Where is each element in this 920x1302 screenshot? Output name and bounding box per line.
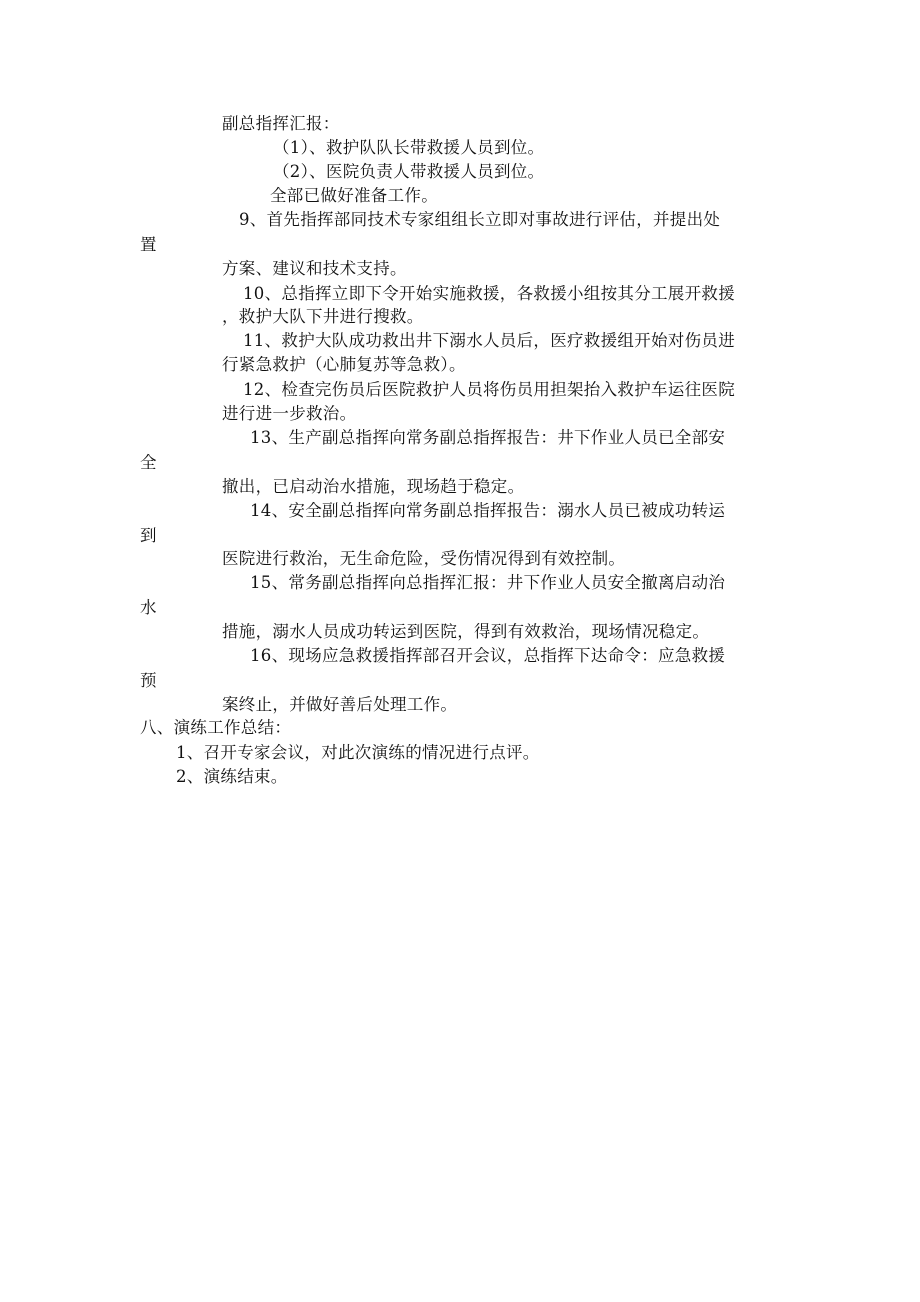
section-heading: 八、演练工作总结：	[140, 718, 292, 737]
text-line: 副总指挥汇报：	[222, 114, 340, 133]
text-line: 2、演练结束。	[176, 767, 288, 786]
text-line: ，救护大队下井进行搜救。	[222, 307, 424, 326]
text-line: 到	[140, 526, 157, 545]
text-line: 10、总指挥立即下令开始实施救援，各救援小组按其分工展开救援	[243, 284, 735, 303]
text-line: 全部已做好准备工作。	[270, 186, 438, 205]
text-line: 方案、建议和技术支持。	[222, 259, 407, 278]
text-line: 13、生产副总指挥向常务副总指挥报告：井下作业人员已全部安	[250, 428, 726, 447]
text-line: 置	[140, 235, 157, 254]
text-line: 行紧急救护（心肺复苏等急救）。	[222, 355, 466, 374]
text-line: 12、检查完伤员后医院救护人员将伤员用担架抬入救护车运往医院	[243, 380, 735, 399]
text-line: 14、安全副总指挥向常务副总指挥报告：溺水人员已被成功转运	[250, 501, 726, 520]
text-line: 撤出，已启动治水措施，现场趋于稳定。	[222, 477, 525, 496]
text-line: 医院进行救治，无生命危险，受伤情况得到有效控制。	[222, 549, 626, 568]
text-line: 水	[140, 598, 157, 617]
text-line: （2）、医院负责人带救援人员到位。	[273, 162, 545, 181]
text-line: 1、召开专家会议，对此次演练的情况进行点评。	[176, 743, 540, 762]
text-line: 9、首先指挥部同技术专家组组长立即对事故进行评估，并提出处	[239, 210, 721, 229]
text-line: 案终止，并做好善后处理工作。	[222, 695, 458, 714]
text-line: 预	[140, 671, 157, 690]
text-line: 15、常务副总指挥向总指挥汇报：井下作业人员安全撤离启动治	[250, 573, 726, 592]
text-line: 全	[140, 453, 157, 472]
text-line: 措施，溺水人员成功转运到医院，得到有效救治，现场情况稳定。	[222, 622, 710, 641]
text-line: 16、现场应急救援指挥部召开会议，总指挥下达命令：应急救援	[250, 646, 726, 665]
text-line: （1）、救护队队长带救援人员到位。	[273, 138, 545, 157]
text-line: 11、救护大队成功救出井下溺水人员后，医疗救援组开始对伤员进	[243, 331, 735, 350]
text-line: 进行进一步救治。	[222, 404, 357, 423]
